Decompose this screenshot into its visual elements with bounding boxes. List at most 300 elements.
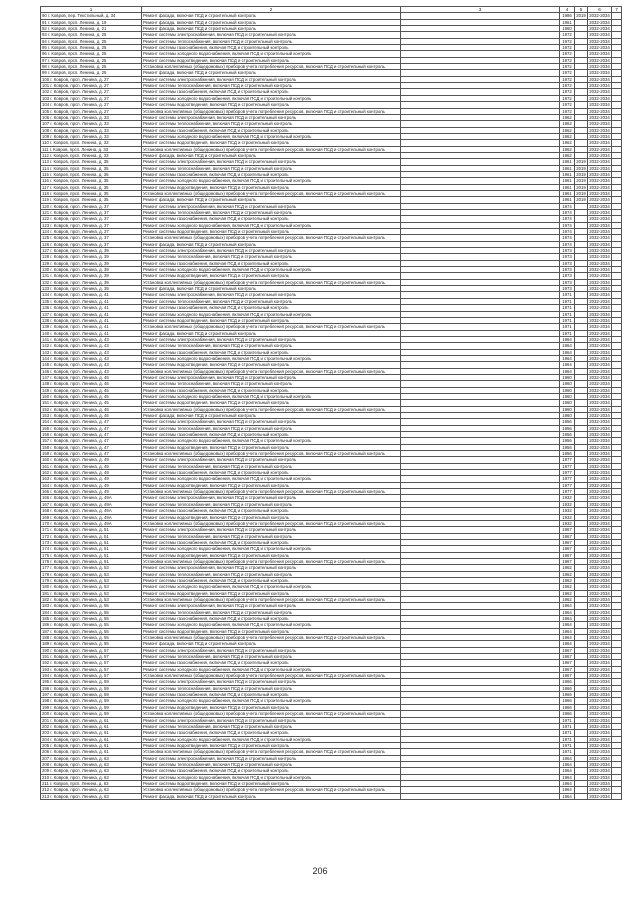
row-number: 150 [42,393,50,399]
row-period: 2032-2034 [589,711,610,717]
row-period: 2032-2034 [589,514,610,520]
row-period: 2032-2034 [589,279,610,285]
row-number: 156 [42,432,50,438]
row-period: 2032-2034 [589,102,610,108]
row-number: 191 [42,654,50,660]
row-period: 2032-2034 [589,76,610,82]
row-number: 137 [42,311,50,317]
row-address-text: г. Ковров, прсп. Ленина, д. 57 [50,647,109,653]
row-year: 1971 [560,311,575,317]
row-number: 111 [42,146,49,152]
row-work-type: Ремонт системы газоснабжения, включая ПСД и строительный контроль [142,616,401,622]
row-address-text: г. Ковров, прсп. Ленина, д. 43 [50,349,109,355]
row-year: 1966 [560,685,575,691]
row-address [41,793,142,799]
row-work-type: Ремонт системы электроснабжения, включая ПСД и строительный контроль [142,647,401,653]
row-year: 1973 [560,279,575,285]
row-address-text: г. Ковров, прсп. Ленина, д. 33 [50,127,109,133]
row-address-text: г. Ковров, прсп. Ленина, д. 41 [50,330,109,336]
row-work-type: Ремонт системы электроснабжения, включая ПСД и строительный контроль [142,374,401,380]
row-year: 1971 [560,723,575,729]
row-work-type: Ремонт системы электроснабжения, включая ПСД и строительный контроль [142,565,401,571]
row-period: 2032-2034 [589,470,610,476]
row-work-type: Ремонт фасада, включая ПСД и строительный контроль [142,413,401,419]
row-period: 2032-2034 [589,647,610,653]
row-period: 2032-2034 [589,787,610,793]
row-address-text: г. Ковров, прсп. Ленина, д. 59 [50,679,109,685]
row-address-text: г. Ковров, прсп. Ленина, д. 25 [47,38,107,44]
row-number: 205 [42,742,50,748]
row-year: 1974 [560,241,575,247]
row-number: 143 [42,349,50,355]
document-page [40,6,618,800]
row-year: 1972 [560,95,575,101]
row-number: 174 [42,546,50,552]
row-number: 125 [42,235,50,241]
row-number: 93 [42,32,47,38]
row-work-type: Ремонт системы водоотведения, включая ПСД и строительный контроль [142,628,401,634]
row-address-text: г. Ковров, прсп. Ленина, д. 47 [50,425,109,431]
row-number: 144 [42,355,50,361]
row-work-type: Установка коллективных (общедомовых) приборов учета потребления ресурсов, включая ПСД и строительный контроль [142,324,401,330]
row-address-text: г. Ковров, прсп. Ленина, д. 49А [50,520,112,526]
row-period: 2032-2034 [589,13,610,19]
row-address-text: г. Ковров, прсп. Ленина, д. 41 [50,298,109,304]
row-period: 2032-2034 [589,146,610,152]
row-period: 2032-2034 [589,596,610,602]
row-year: 1971 [560,292,575,298]
row-work-type: Ремонт системы водоотведения, включая ПСД и строительный контроль [142,140,401,146]
row-period: 2032-2034 [589,761,610,767]
row-work-type: Ремонт системы газоснабжения, включая ПСД и строительный контроль [142,577,401,583]
row-period: 2032-2034 [589,26,610,32]
row-work-type: Ремонт системы теплоснабжения, включая ПСД и строительный контроль [142,210,401,216]
row-number: 154 [42,419,50,425]
row-empty-cell [401,793,560,799]
row-year: 1966 [560,704,575,710]
row-number: 130 [42,267,50,273]
row-work-type: Ремонт системы холодного водоснабжения, включая ПСД и строительный контроль [142,133,401,139]
row-year: 1973 [560,286,575,292]
row-period: 2032-2034 [589,324,610,330]
row-work-type: Ремонт системы газоснабжения, включая ПСД и строительный контроль [142,470,401,476]
row-year: 1964 [560,761,575,767]
row-period: 2032-2034 [589,698,610,704]
row-year: 1932 [560,508,575,514]
row-period: 2032-2034 [589,368,610,374]
row-year: 1962 [560,140,575,146]
row-number: 103 [42,95,50,101]
row-address-text: г. Ковров, прсп. Ленина, д. 33 [50,121,109,127]
row-work-type: Ремонт системы газоснабжения, включая ПСД и строительный контроль [142,730,401,736]
row-year: 1974 [560,216,575,222]
row-year: 1962 [560,565,575,571]
row-address-text: г. Ковров, прсп. Ленина, д. 61 [50,717,109,723]
row-number: 122 [42,216,50,222]
row-address-text: г. Ковров, прсп. Ленина, д. 61 [50,730,109,736]
row-period: 2032-2034 [589,32,610,38]
row-work-type: Ремонт системы водоотведения, включая ПСД и строительный контроль [142,590,401,596]
row-period: 2032-2034 [589,685,610,691]
row-period: 2032-2034 [589,400,610,406]
row-work-type: Установка коллективных (общедомовых) приборов учета потребления ресурсов, включая ПСД и строительный контроль [142,64,401,70]
row-year: 1967 [560,552,575,558]
row-address-text: г. Ковров, прсп. Ленина, д. 25 [47,57,107,63]
row-period: 2032-2034 [589,311,610,317]
column-number-7: 7 [612,7,622,13]
column-number-5: 5 [575,7,588,13]
row-work-type: Ремонт системы электроснабжения, включая ПСД и строительный контроль [142,114,401,120]
row-address-text: г. Ковров, прсп. Ленина, д. 53 [50,596,109,602]
row-period: 2032-2034 [589,127,610,133]
row-period: 2032-2034 [589,203,610,209]
row-year: 1962 [560,133,575,139]
row-number: 116 [42,178,49,184]
row-period: 2032-2034 [589,742,610,748]
row-work-type: Установка коллективных (общедомовых) приборов учета потребления ресурсов, включая ПСД и строительный контроль [142,190,401,196]
row-work-type: Ремонт фасада, включая ПСД и строительный контроль [142,641,401,647]
row-number: 109 [42,133,50,139]
row-work-type: Установка коллективных (общедомовых) приборов учета потребления ресурсов, включая ПСД и строительный контроль [142,558,401,564]
row-address-text: г. Ковров, прсп. Ленина, д. 41 [50,292,109,298]
row-work-type: Установка коллективных (общедомовых) приборов учета потребления ресурсов, включая ПСД и строительный контроль [142,711,401,717]
row-work-type: Установка коллективных (общедомовых) приборов учета потребления ресурсов, включая ПСД и строительный контроль [142,673,401,679]
row-work-type: Установка коллективных (общедомовых) приборов учета потребления ресурсов, включая ПСД и строительный контроль [142,520,401,526]
row-address-text: г. Ковров, прсп. Ленина, д. 61 [50,723,109,729]
row-last-repair: 2019 [576,178,586,184]
row-address-text: г. Ковров, прсп. Ленина, д. 33 [50,152,109,158]
row-period: 2032-2034 [589,70,610,76]
row-period: 2032-2034 [589,165,610,171]
row-address-text: г. Ковров, прсп. Ленина, д. 47 [50,438,109,444]
row-number: 159 [42,451,50,457]
row-address-text: г. Ковров, прсп. Ленина, д. 43 [50,343,109,349]
row-work-type: Ремонт системы газоснабжения, включая ПСД и строительный контроль [142,768,401,774]
row-address-text: г. Ковров, прсп. Ленина, д. 49 [50,482,109,488]
row-number: 211 [42,780,49,786]
row-period: 2032-2034 [589,527,610,533]
row-address-text: г. Ковров, прсп. Ленина, д. 53 [50,565,109,571]
row-address-text: г. Ковров, прсп. Ленина, д. 37 [50,235,109,241]
row-address-text: г. Ковров, прсп. Ленина, д. 27 [50,83,109,89]
row-work-type: Ремонт системы холодного водоснабжения, включая ПСД и строительный контроль [142,178,401,184]
column-number-6: 6 [588,7,612,13]
row-year: 1967 [560,647,575,653]
row-work-type: Установка коллективных (общедомовых) приборов учета потребления ресурсов, включая ПСД и строительный контроль [142,406,401,412]
row-year: 1966 [560,692,575,698]
row-period: 2032-2034 [589,590,610,596]
row-period: 2032-2034 [589,222,610,228]
row-work-type: Ремонт системы газоснабжения, включая ПСД и строительный контроль [142,305,401,311]
row-period: 2032-2034 [589,692,610,698]
row-number: 172 [42,533,50,539]
row-period: 2032-2034 [589,603,610,609]
row-period: 2032-2034 [589,248,610,254]
row-period: 2032-2034 [589,432,610,438]
row-year: 1973 [560,254,575,260]
row-number: 141 [42,336,50,342]
row-address-text: г. Ковров, прсп. Ленина, д. 39 [50,279,109,285]
row-year: 1962 [560,121,575,127]
row-work-type: Ремонт системы электроснабжения, включая ПСД и строительный контроль [142,159,401,165]
row-address-text: г. Ковров, прсп. Ленина, д. 39 [50,273,109,279]
row-number: 149 [42,387,50,393]
row-number: 208 [42,761,50,767]
column-number-2: 2 [142,7,401,13]
row-number: 147 [42,374,50,380]
row-address-text: г. Ковров, прсп. Ленина, д. 55 [50,603,109,609]
row-year: 1972 [560,64,575,70]
row-address-text: г. Ковров, прсп. Ленина, д. 49 [50,463,109,469]
row-period: 2032-2034 [589,178,610,184]
row-last-repair: 2019 [576,13,586,19]
row-year: 1964 [560,336,575,342]
row-year: 1972 [560,57,575,63]
row-period: 2032-2034 [589,546,610,552]
row-number: 101 [42,83,50,89]
row-year: 1956 [560,419,575,425]
row-number: 135 [42,298,50,304]
row-period: 2032-2034 [589,723,610,729]
row-number: 207 [42,755,50,761]
row-last-repair: 2019 [576,165,586,171]
row-year: 1964 [560,368,575,374]
row-number: 185 [42,616,50,621]
row-number: 161 [42,463,50,469]
row-address-text: г. Ковров, прсп. Ленина, д. 47 [50,444,109,450]
row-year: 1964 [560,780,575,786]
row-year: 1961 [560,19,575,25]
row-work-type: Ремонт системы водоотведения, включая ПСД и строительный контроль [142,317,401,323]
row-period: 2032-2034 [589,19,610,25]
row-work-type: Ремонт системы электроснабжения, включая ПСД и строительный контроль [142,32,401,38]
row-year: 1977 [560,470,575,476]
row-number: 114 [42,165,49,171]
row-year: 1972 [560,76,575,82]
row-number: 180 [42,584,50,590]
row-number: 92 [42,26,47,32]
row-number: 107 [42,121,50,127]
row-address-text: г. Ковров, прсп. Ленина, д. 41 [50,311,109,317]
row-year: 1960 [560,374,575,380]
row-period: 2032-2034 [589,393,610,399]
row-year: 1972 [560,89,575,95]
row-number: 178 [42,571,50,577]
row-last-repair: 2019 [576,171,586,177]
row-address-text: г. Ковров, прсп. Ленина, д. 51 [50,546,109,552]
row-address-text: г. Ковров, прсп. Ленина, д. 33 [50,140,109,146]
row-work-type: Ремонт системы электроснабжения, включая ПСД и строительный контроль [142,76,401,82]
row-address-text: г. Ковров, прсп. Ленина, д. 45 [50,406,109,412]
row-period: 2032-2034 [589,343,610,349]
row-period: 2032-2034 [589,38,610,44]
row-year: 1971 [560,736,575,742]
column-number-1: 1 [41,7,142,13]
row-work-type: Ремонт системы теплоснабжения, включая ПСД и строительный контроль [142,609,401,615]
row-year: 1967 [560,527,575,533]
row-period: 2032-2034 [589,666,610,672]
row-work-type: Ремонт системы водоотведения, включая ПСД и строительный контроль [142,444,401,450]
row-address-text: г. Ковров, прсп. Ленина, д. 57 [50,666,109,672]
row-period: 2032-2034 [589,609,610,615]
row-address-text: г. Ковров, прсп. Ленина, д. 37 [50,216,109,222]
row-period: 2032-2034 [589,133,610,139]
row-address-text: г. Ковров, прсп. Ленина, д. 55 [50,641,109,647]
row-work-type: Ремонт системы холодного водоснабжения, включая ПСД и строительный контроль [142,736,401,742]
row-year: 1966 [560,711,575,717]
row-work-type: Ремонт системы теплоснабжения, включая ПСД и строительный контроль [142,165,401,171]
row-year: 1956 [560,444,575,450]
row-work-type: Ремонт системы теплоснабжения, включая ПСД и строительный контроль [142,571,401,577]
row-work-type: Ремонт системы водоотведения, включая ПСД и строительный контроль [142,400,401,406]
row-period: 2032-2034 [589,641,610,647]
row-year: 1960 [560,406,575,412]
row-work-type: Ремонт системы холодного водоснабжения, включая ПСД и строительный контроль [142,698,401,704]
row-year: 1962 [560,596,575,602]
row-address-text: г. Ковров, прсп. Ленина, д. 49 [50,476,109,482]
row-period: 2032-2034 [589,190,610,196]
table-body [41,13,622,800]
row-period: 2032-2034 [589,444,610,450]
row-address-text: г. Ковров, прсп. Ленина, д. 61 [50,749,109,755]
row-number: 126 [42,241,50,247]
row-year: 1932 [560,495,575,501]
row-number: 170 [42,520,50,526]
row-year: 1960 [560,387,575,393]
row-work-type: Ремонт системы водоотведения, включая ПСД и строительный контроль [142,704,401,710]
row-year: 1964 [560,641,575,647]
row-work-type: Ремонт системы водоотведения, включая ПСД и строительный контроль [142,102,401,108]
row-work-type: Ремонт системы электроснабжения, включая ПСД и строительный контроль [142,419,401,425]
row-number: 192 [42,660,50,666]
row-period: 2032-2034 [589,495,610,501]
row-work-type: Ремонт системы водоотведения, включая ПСД и строительный контроль [142,57,401,63]
row-year: 1967 [560,533,575,539]
row-number: 204 [42,736,50,742]
row-number: 105 [42,108,50,114]
row-work-type: Установка коллективных (общедомовых) приборов учета потребления ресурсов, включая ПСД и строительный контроль [142,368,401,374]
row-number: 91 [42,19,47,25]
row-address-text: г. Ковров, прсп. Ленина, д. 39 [50,267,109,273]
row-number: 197 [42,692,50,698]
row-address-text: г. Ковров, прсп. Ленина, д. 37 [50,203,109,209]
row-number: 127 [42,248,50,254]
row-work-type: Установка коллективных (общедомовых) приборов учета потребления ресурсов, включая ПСД и строительный контроль [142,235,401,241]
column-number-4: 4 [560,7,575,13]
row-number: 195 [42,679,50,685]
row-period: 2032-2034 [589,774,610,780]
row-work-type: Ремонт фасада, включая ПСД и строительный контроль [142,152,401,158]
row-year: 1972 [560,108,575,114]
row-year: 1964 [560,787,575,793]
row-year: 1974 [560,235,575,241]
row-year: 1971 [560,324,575,330]
row-address-text: г. Ковров, прсп. Ленина, д. 59 [50,685,109,691]
row-number: 166 [42,495,50,501]
row-address-text: г. Ковров, прсп. Ленина, д. 43 [50,368,109,374]
row-year: 1961 [560,171,575,177]
row-number: 151 [42,400,50,406]
row-address-text: г. Ковров, прсп. Ленина, д. 39 [50,260,109,266]
row-address-text: г. Ковров, прсп. Ленина, д. 51 [50,533,109,539]
row-work-type: Ремонт системы электроснабжения, включая ПСД и строительный контроль [142,292,401,298]
row-last-repair: 2019 [576,197,586,203]
row-period: 2032-2034 [589,317,610,323]
row-address-text: г. Ковров, прсп. Ленина, д. 25 [47,45,107,51]
row-address-text: г. Ковров, прсп. Ленина, д. 55 [50,628,109,634]
row-period: 2032-2034 [589,660,610,666]
row-work-type: Ремонт системы электроснабжения, включая ПСД и строительный контроль [142,248,401,254]
row-year: 1961 [560,165,575,171]
row-address-text: г. Ковров, прсп. Ленина, д. 59 [50,692,109,698]
row-number: 133 [42,286,50,292]
row-address-text: г. Ковров, прсп. Ленина, д. 55 [50,635,109,641]
row-address-text: г. Ковров, прсп. Ленина, д. 45 [50,400,109,406]
row-year: 1960 [560,393,575,399]
row-number: 97 [42,57,47,63]
row-address-text: г. Ковров, прсп. Ленина, д. 45 [50,413,109,418]
row-work-type: Ремонт системы газоснабжения, включая ПСД и строительный контроль [142,127,401,133]
row-address-text: г. Ковров, прсп. Ленина, д. 49А [50,508,112,514]
row-work-type: Ремонт системы теплоснабжения, включая ПСД и строительный контроль [142,463,401,469]
row-work-type: Ремонт фасада, включая ПСД и строительный контроль [142,197,401,203]
row-address-text: г. Ковров, прсп. Ленина, д. 55 [50,616,109,621]
row-period: 2032-2034 [589,64,610,70]
row-address-text: г. Ковров, пер. Текстильный, д. 34 [47,13,116,19]
row-work-type: Ремонт системы холодного водоснабжения, включая ПСД и строительный контроль [142,622,401,628]
row-work-type: Ремонт фасада, включая ПСД и строительный контроль [142,286,401,292]
row-period: 2032-2034 [589,171,610,177]
row-period: 2032-2034 [589,374,610,380]
row-period: 2032-2034 [589,749,610,755]
row-period: 2032-2034 [589,616,610,621]
row-address-text: г. Ковров, прсп. Ленина, д. 45 [50,381,109,387]
row-number: 155 [42,425,50,431]
row-work-type: Ремонт системы холодного водоснабжения, включая ПСД и строительный контроль [142,267,401,273]
row-work-type: Ремонт системы холодного водоснабжения, включая ПСД и строительный контроль [142,438,401,444]
row-number: 196 [42,685,50,691]
row-work-type: Ремонт системы холодного водоснабжения, включая ПСД и строительный контроль [142,51,401,57]
row-work-type: Ремонт системы газоснабжения, включая ПСД и строительный контроль [142,260,401,266]
row-period: 2032-2034 [589,736,610,742]
row-address-text: г. Ковров, прсп. Ленина, д. 41 [50,317,109,323]
row-year: 1971 [560,298,575,304]
row-year: 1967 [560,539,575,545]
row-year: 1964 [560,349,575,355]
row-year: 1962 [560,114,575,120]
row-period: 2032-2034 [589,387,610,393]
row-period: 2032-2034 [589,57,610,63]
row-address-text: г. Ковров, прсп. Ленина, д. 35 [50,197,109,203]
row-number: 123 [42,222,50,228]
row-period: 2032-2034 [589,381,610,387]
row-number: 132 [42,279,50,285]
row-address-text: г. Ковров, прсп. Ленина, д. 27 [50,108,109,114]
row-number: 169 [42,514,50,520]
row-address-text: г. Ковров, прсп. Ленина, д. 33 [50,114,109,120]
row-period: 2032-2034 [589,83,610,89]
row-period: 2032-2034 [589,730,610,736]
row-period: 2032-2034 [589,520,610,526]
row-address-text: г. Ковров, прсп. Ленина, д. 63 [50,793,109,799]
row-work-type: Ремонт системы водоотведения, включая ПСД и строительный контроль [142,552,401,558]
row-number: 183 [42,603,50,609]
row-number: 106 [42,114,50,120]
row-number: 118 [42,190,49,196]
row-work-type: Ремонт системы водоотведения, включая ПСД и строительный контроль [142,742,401,748]
row-work-type: Ремонт системы водоотведения, включая ПСД и строительный контроль [142,362,401,368]
row-number: 98 [42,64,47,70]
